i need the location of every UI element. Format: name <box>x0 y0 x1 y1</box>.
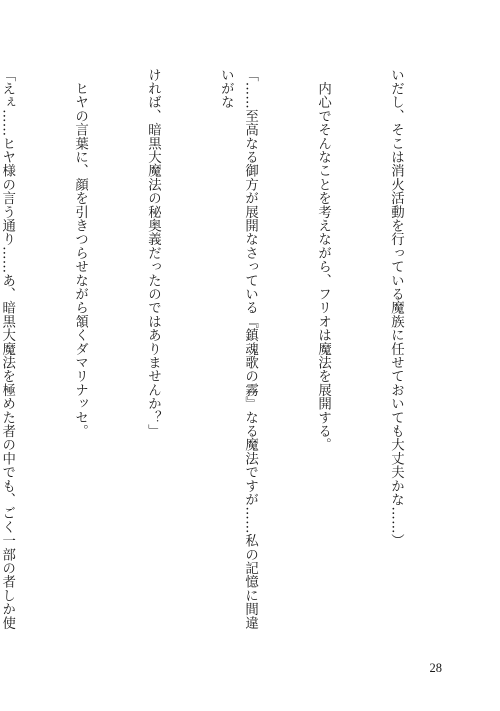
text-column-3: 「……至高なる御方が展開なさっている『鎮魂歌の霧』なる魔法ですが……私の記憶に間違いがな <box>218 68 258 630</box>
text-column-2: 内心でそんなことを考えながら、フリオは魔法を展開する。 <box>315 68 331 452</box>
text-column-1: いだし、そこは消火活動を行っている魔族に任せておいても大丈夫かな……） <box>388 68 404 548</box>
page-number: 28 <box>429 661 442 675</box>
text-column-6: 「えぇ……ヒヤ様の言う通り……あ、暗黒大魔法を極めた者の中でも、ごく一部の者しか使 <box>0 68 15 630</box>
text-column-5: ヒヤの言葉に、顔を引きつらせながら頷くダマリナッセ。 <box>72 68 88 438</box>
vertical-text-block <box>0 68 456 638</box>
text-column-4: ければ、暗黒大魔法の秘奥義だったのではありませんか？」 <box>145 68 161 438</box>
